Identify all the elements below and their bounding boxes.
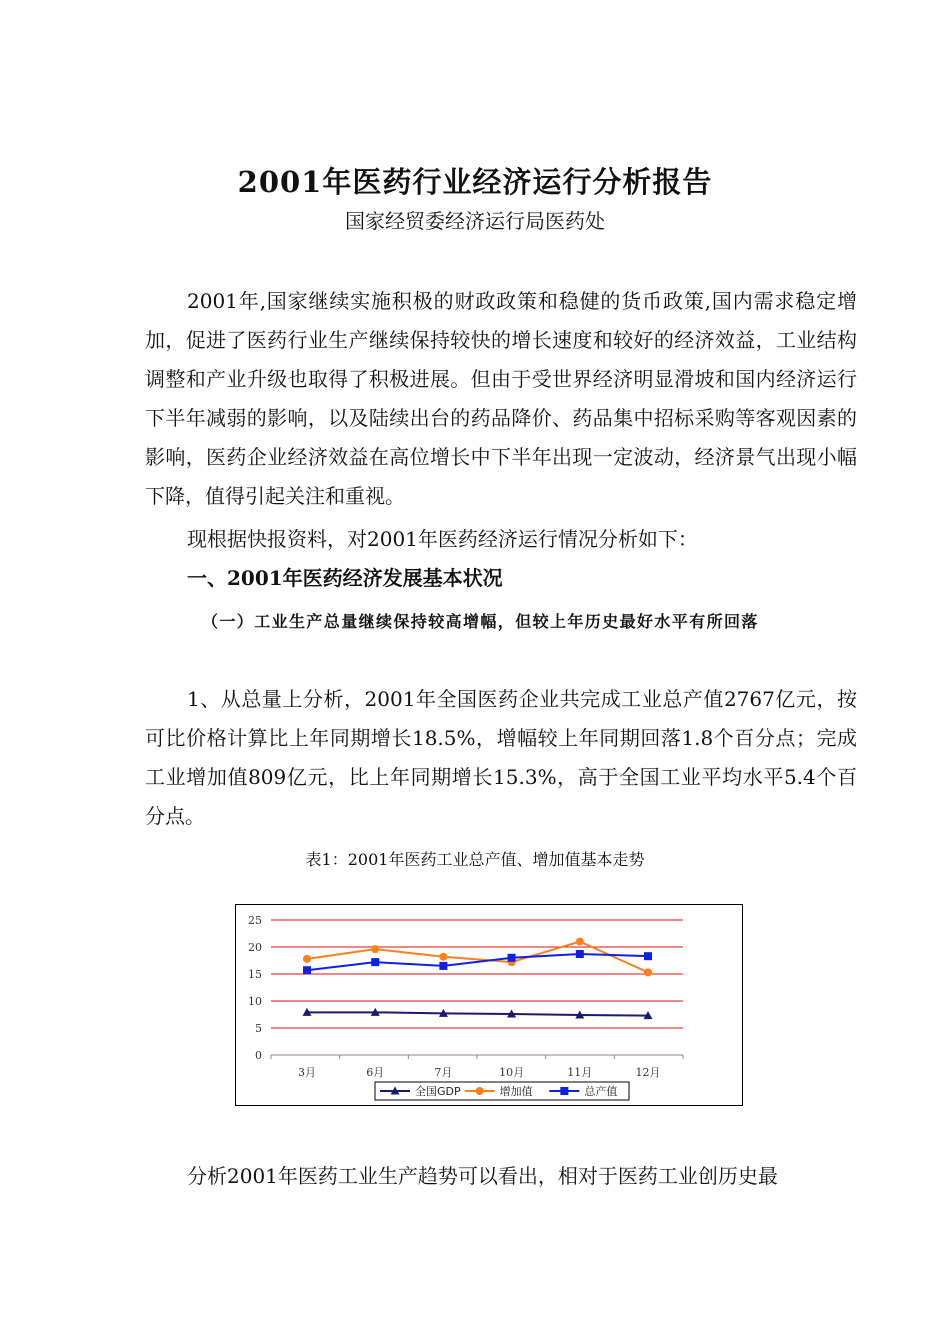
y-tick-label: 10	[248, 995, 262, 1008]
x-tick-label: 10月	[499, 1066, 525, 1079]
y-tick-label: 5	[255, 1022, 262, 1035]
x-tick-label: 6月	[366, 1066, 385, 1079]
legend-marker	[560, 1087, 568, 1095]
y-tick-label: 0	[255, 1049, 262, 1062]
legend-marker	[476, 1087, 484, 1095]
y-tick-label: 25	[248, 914, 262, 927]
x-tick-label: 7月	[434, 1066, 453, 1079]
data-point	[303, 966, 311, 974]
data-point	[371, 945, 379, 953]
y-tick-label: 15	[248, 968, 262, 981]
data-point	[576, 938, 584, 946]
trend-chart	[235, 904, 743, 1106]
section-heading: 一、2001年医药经济发展基本状况	[187, 566, 503, 590]
x-tick-label: 12月	[635, 1066, 661, 1079]
document-title: 2001年医药行业经济运行分析报告	[237, 165, 713, 199]
x-tick-label: 11月	[567, 1066, 593, 1079]
data-point	[439, 953, 447, 961]
table-caption: 表1：2001年医药工业总产值、增加值基本走势	[305, 850, 645, 869]
paragraph-intro: 2001年,国家继续实施积极的财政政策和稳健的货币政策,国内需求稳定增加，促进了医药行业生产继续保持较快的增长速度和较好的经济效益，工业结构调整和产业升级也取得了积极进展。但由于受世界经济明显滑坡和国内经济运行下半年减弱的影响，以及陆续出台的药品降价、药品集中招标采购等客观因素的影响，医药企业经济效益在高位增长中下半年出现一定波动，经济景气出现小幅下降，值得引起关注和重视。	[145, 289, 857, 508]
paragraph-lead-in: 现根据快报资料，对2001年医药经济运行情况分析如下：	[187, 527, 698, 551]
data-point	[439, 962, 447, 970]
data-point	[303, 955, 311, 963]
y-tick-label: 20	[248, 941, 262, 954]
paragraph-analysis: 分析2001年医药工业生产趋势可以看出，相对于医药工业创历史最	[187, 1164, 778, 1188]
document-subtitle: 国家经贸委经济运行局医药处	[345, 209, 605, 233]
data-point	[644, 968, 652, 976]
data-point	[508, 954, 516, 962]
data-point	[371, 958, 379, 966]
legend-label: 总产值	[584, 1085, 618, 1098]
data-point	[576, 950, 584, 958]
data-point	[644, 952, 652, 960]
subsection-heading: （一）工业生产总量继续保持较高增幅，但较上年历史最好水平有所回落	[202, 612, 759, 631]
legend-label: 全国GDP	[415, 1085, 461, 1098]
x-tick-label: 3月	[298, 1066, 316, 1079]
legend-label: 增加值	[499, 1085, 533, 1098]
trend-chart-svg	[235, 904, 743, 1106]
paragraph-totals: 1、从总量上分析，2001年全国医药企业共完成工业总产值2767亿元，按可比价格计算比上年同期增长18.5%，增幅较上年同期回落1.8个百分点；完成工业增加值809亿元，比上年同期增长15.3%，高于全国工业平均水平5.4个百分点。	[145, 687, 857, 828]
